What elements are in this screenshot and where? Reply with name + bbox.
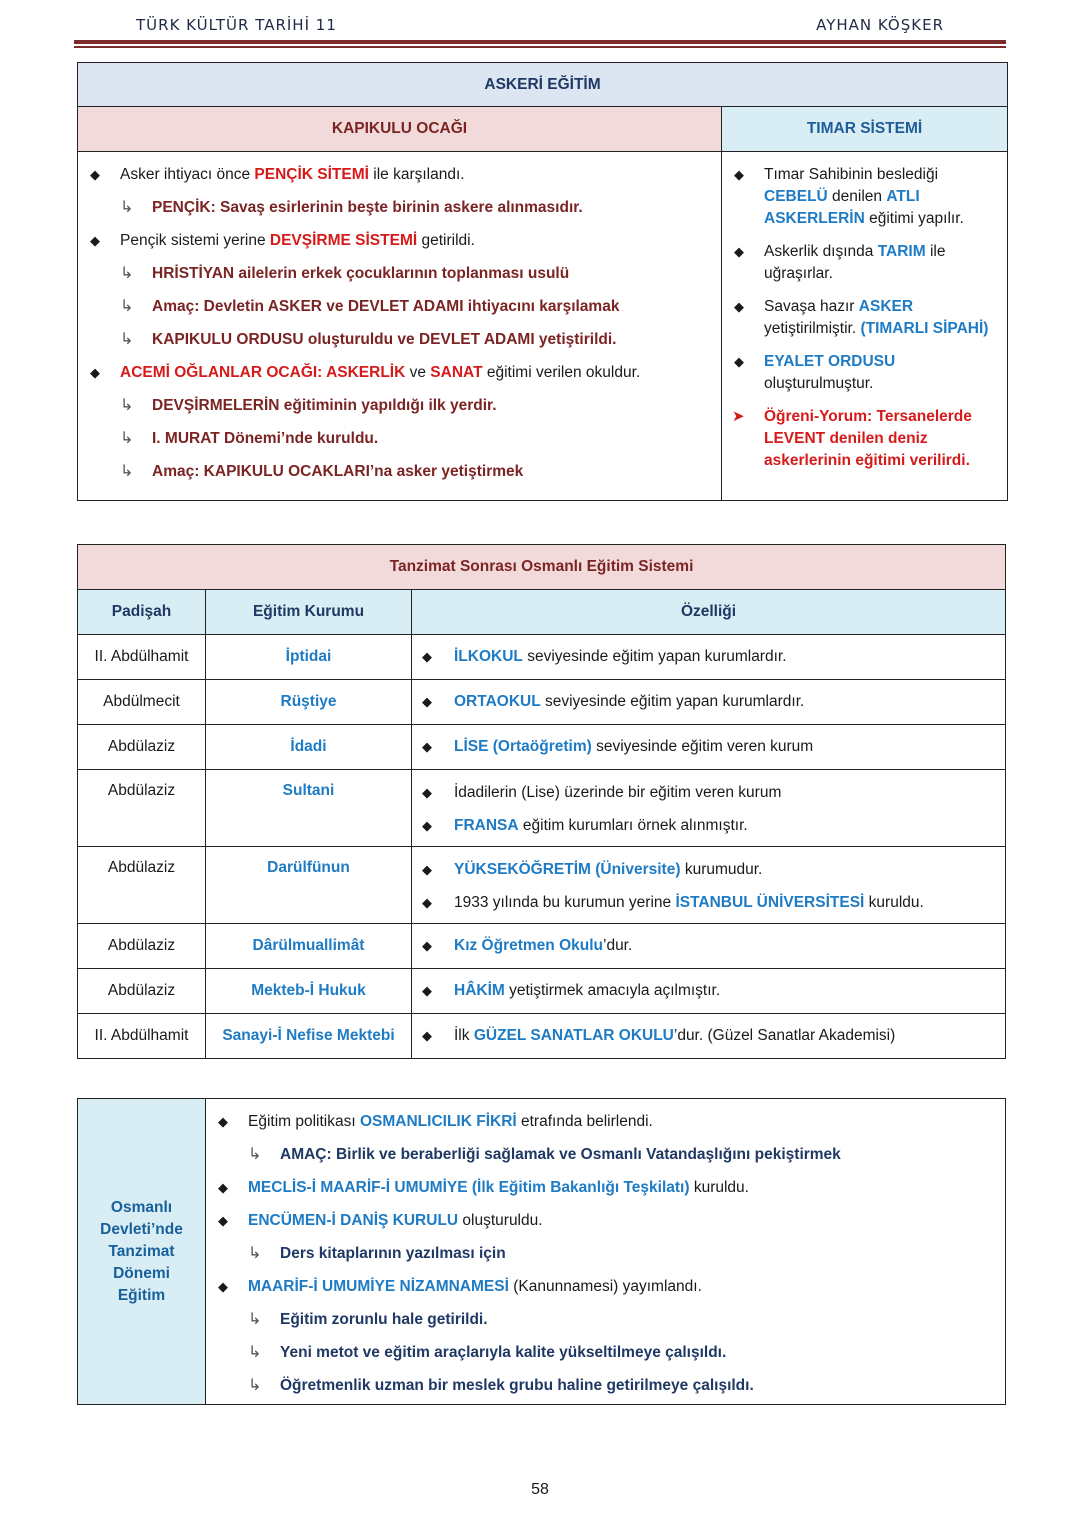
kurum-cell: Mekteb-İ Hukuk — [206, 969, 412, 1014]
tanzimat-donemi-table — [77, 1098, 1006, 1405]
col-padisah: Padişah — [78, 590, 206, 635]
kurum-cell: İdadi — [206, 725, 412, 770]
col-ozellik: Özelliği — [412, 590, 1006, 635]
table-row — [78, 847, 1006, 924]
kurum-cell: Sultani — [206, 770, 412, 847]
padisah-cell: II. Abdülhamit — [78, 1014, 206, 1059]
padisah-cell: Abdülmecit — [78, 680, 206, 725]
kurum-cell: Dârülmuallimât — [206, 924, 412, 969]
diamond-bullet-icon: ◆ — [422, 938, 432, 953]
padisah-cell: Abdülaziz — [78, 770, 206, 847]
diamond-bullet-icon: ◆ — [218, 1279, 228, 1294]
kurum-cell: Sanayi-İ Nefise Mektebi — [206, 1014, 412, 1059]
table-row — [78, 924, 1006, 969]
diamond-bullet-icon: ◆ — [734, 354, 744, 369]
diamond-bullet-icon: ◆ — [90, 233, 100, 248]
ozellik-cell: ◆ İdadilerin (Lise) üzerinde bir eğitim veren kurum ◆ FRANSA eğitim kurumları örnek alınmıştır. — [412, 770, 1006, 847]
kurum-cell: Rüştiye — [206, 680, 412, 725]
list-item: ◆ Eğitim politikası OSMANLICILIK FİKRİ etrafında belirlendi. — [206, 1111, 1005, 1133]
list-item: ➤ Öğreni-Yorum: Tersanelerde LEVENT denilen deniz askerlerinin eğitimi verilirdi. — [732, 408, 972, 469]
list-item: ↳ Yeni metot ve eğitim araçlarıyla kalite yükseltilmeye çalışıldı. — [206, 1342, 1005, 1364]
table-row — [78, 635, 1006, 680]
list-item: ↳ Amaç: Devletin ASKER ve DEVLET ADAMI ihtiyacını karşılamak — [78, 296, 721, 318]
diamond-bullet-icon: ◆ — [422, 862, 432, 877]
list-item: ◆ Askerlik dışında TARIM ile uğraşırlar. — [734, 243, 946, 282]
list-item: ↳ Ders kitaplarının yazılması için — [206, 1243, 1005, 1265]
list-item: ◆ EYALET ORDUSU oluşturulmuştur. — [734, 353, 896, 392]
list-item: ↳ Öğretmenlik uzman bir meslek grubu haline getirilmeye çalışıldı. — [206, 1375, 1005, 1397]
col-kurum: Eğitim Kurumu — [206, 590, 412, 635]
arrow-bullet-icon: ↳ — [120, 199, 134, 216]
arrow-bullet-icon: ↳ — [248, 1146, 262, 1163]
diamond-bullet-icon: ◆ — [218, 1180, 228, 1195]
arrow-bullet-icon: ↳ — [120, 463, 134, 480]
header-rule-thin — [74, 46, 1006, 48]
header-rule — [74, 40, 1006, 44]
askeri-title: ASKERİ EĞİTİM — [78, 63, 1008, 107]
padisah-cell: Abdülaziz — [78, 725, 206, 770]
table-row — [78, 725, 1006, 770]
padisah-cell: Abdülaziz — [78, 924, 206, 969]
kapikulu-content — [78, 152, 722, 501]
arrow-bullet-icon: ↳ — [120, 298, 134, 315]
list-item: ↳ I. MURAT Dönemi’nde kuruldu. — [78, 428, 721, 450]
list-item: ◆ Tımar Sahibinin beslediği CEBELÜ denilen ATLI ASKERLERİN eğitimi yapılır. — [734, 166, 964, 227]
arrow-bullet-icon: ↳ — [120, 397, 134, 414]
ozellik-cell: ◆ YÜKSEKÖĞRETİM (Üniversite) kurumudur. ◆ 1933 yılında bu kurumun yerine İSTANBUL ÜNİVERSİTESİ kuruldu. — [412, 847, 1006, 924]
list-item: ◆ Asker ihtiyacı önce PENÇİK SİTEMİ ile karşılandı. — [78, 164, 721, 186]
ozellik-cell: ◆ HÂKİM yetiştirmek amacıyla açılmıştır. — [412, 969, 1006, 1014]
arrow-bullet-icon: ↳ — [120, 331, 134, 348]
page-number: 58 — [531, 1481, 549, 1498]
arrow-bullet-icon: ↳ — [248, 1344, 262, 1361]
padisah-cell: Abdülaziz — [78, 969, 206, 1014]
kurum-cell: Darülfünun — [206, 847, 412, 924]
list-item: ◆ ACEMİ OĞLANLAR OCAĞI: ASKERLİK ve SANAT eğitimi verilen okuldur. — [78, 362, 721, 384]
list-item: ◆ Savaşa hazır ASKER yetiştirilmiştir. (TIMARLI SİPAHİ) — [734, 298, 989, 337]
donem-label: Osmanlı Devleti’nde Tanzimat Dönemi Eğitim — [78, 1099, 206, 1405]
kapikulu-title: KAPIKULU OCAĞI — [78, 107, 722, 152]
arrow-bullet-icon: ↳ — [120, 430, 134, 447]
list-item: ◆ Pençik sistemi yerine DEVŞİRME SİSTEMİ getirildi. — [78, 230, 721, 252]
list-item: ◆ MAARİF-İ UMUMİYE NİZAMNAMESİ (Kanunnamesi) yayımlandı. — [206, 1276, 1005, 1298]
list-item: ↳ DEVŞİRMELERİN eğitiminin yapıldığı ilk yerdir. — [78, 395, 721, 417]
list-item: ↳ AMAÇ: Birlik ve beraberliği sağlamak ve Osmanlı Vatandaşlığını pekiştirmek — [206, 1144, 1005, 1166]
list-item: ↳ PENÇİK: Savaş esirlerinin beşte birinin askere alınmasıdır. — [78, 197, 721, 219]
diamond-bullet-icon: ◆ — [422, 649, 432, 664]
page-header — [74, 10, 1006, 50]
diamond-bullet-icon: ◆ — [422, 694, 432, 709]
diamond-bullet-icon: ◆ — [422, 818, 432, 833]
arrow-bullet-icon: ↳ — [120, 265, 134, 282]
diamond-bullet-icon: ◆ — [218, 1114, 228, 1129]
padisah-cell: II. Abdülhamit — [78, 635, 206, 680]
list-item: ◆ MECLİS-İ MAARİF-İ UMUMİYE (İlk Eğitim Bakanlığı Teşkilatı) kuruldu. — [206, 1177, 1005, 1199]
course-title: TÜRK KÜLTÜR TARİHİ 11 — [136, 16, 337, 34]
donem-content — [206, 1099, 1006, 1405]
arrow-bullet-icon: ↳ — [248, 1311, 262, 1328]
list-item: ↳ Amaç: KAPIKULU OCAKLARI’na asker yetiştirmek — [78, 461, 721, 483]
table-row — [78, 969, 1006, 1014]
ozellik-cell: ◆ İLKOKUL seviyesinde eğitim yapan kurumlardır. — [412, 635, 1006, 680]
ozellik-cell: ◆ ORTAOKUL seviyesinde eğitim yapan kurumlardır. — [412, 680, 1006, 725]
ozellik-cell: ◆ İlk GÜZEL SANATLAR OKULU’dur. (Güzel Sanatlar Akademisi) — [412, 1014, 1006, 1059]
list-item: ↳ HRİSTİYAN ailelerin erkek çocuklarının toplanması usulü — [78, 263, 721, 285]
diamond-bullet-icon: ◆ — [734, 299, 744, 314]
table-row — [78, 1014, 1006, 1059]
table-row — [78, 680, 1006, 725]
kurum-cell: İptidai — [206, 635, 412, 680]
askeri-egitim-table — [77, 62, 1008, 501]
diamond-bullet-icon: ◆ — [422, 1028, 432, 1043]
diamond-bullet-icon: ◆ — [734, 244, 744, 259]
arrow-bullet-icon: ↳ — [248, 1377, 262, 1394]
diamond-bullet-icon: ◆ — [734, 167, 744, 182]
timar-content — [722, 152, 1008, 501]
tanzimat-title: Tanzimat Sonrası Osmanlı Eğitim Sistemi — [78, 545, 1006, 590]
arrow-bullet-icon: ↳ — [248, 1245, 262, 1262]
tanzimat-egitim-table — [77, 544, 1006, 1059]
author-name: AYHAN KÖŞKER — [816, 16, 944, 34]
padisah-cell: Abdülaziz — [78, 847, 206, 924]
list-item: ◆ ENCÜMEN-İ DANİŞ KURULU oluşturuldu. — [206, 1210, 1005, 1232]
diamond-bullet-icon: ◆ — [90, 167, 100, 182]
list-item: ↳ Eğitim zorunlu hale getirildi. — [206, 1309, 1005, 1331]
table-row — [78, 770, 1006, 847]
diamond-bullet-icon: ◆ — [422, 785, 432, 800]
diamond-bullet-icon: ◆ — [422, 895, 432, 910]
diamond-bullet-icon: ◆ — [422, 739, 432, 754]
ozellik-cell: ◆ LİSE (Ortaöğretim) seviyesinde eğitim veren kurum — [412, 725, 1006, 770]
list-item: ↳ KAPIKULU ORDUSU oluşturuldu ve DEVLET ADAMI yetiştirildi. — [78, 329, 721, 351]
diamond-bullet-icon: ◆ — [422, 983, 432, 998]
chevron-right-icon: ➤ — [732, 408, 745, 425]
ozellik-cell: ◆ Kız Öğretmen Okulu’dur. — [412, 924, 1006, 969]
timar-title: TIMAR SİSTEMİ — [722, 107, 1008, 152]
diamond-bullet-icon: ◆ — [90, 365, 100, 380]
diamond-bullet-icon: ◆ — [218, 1213, 228, 1228]
